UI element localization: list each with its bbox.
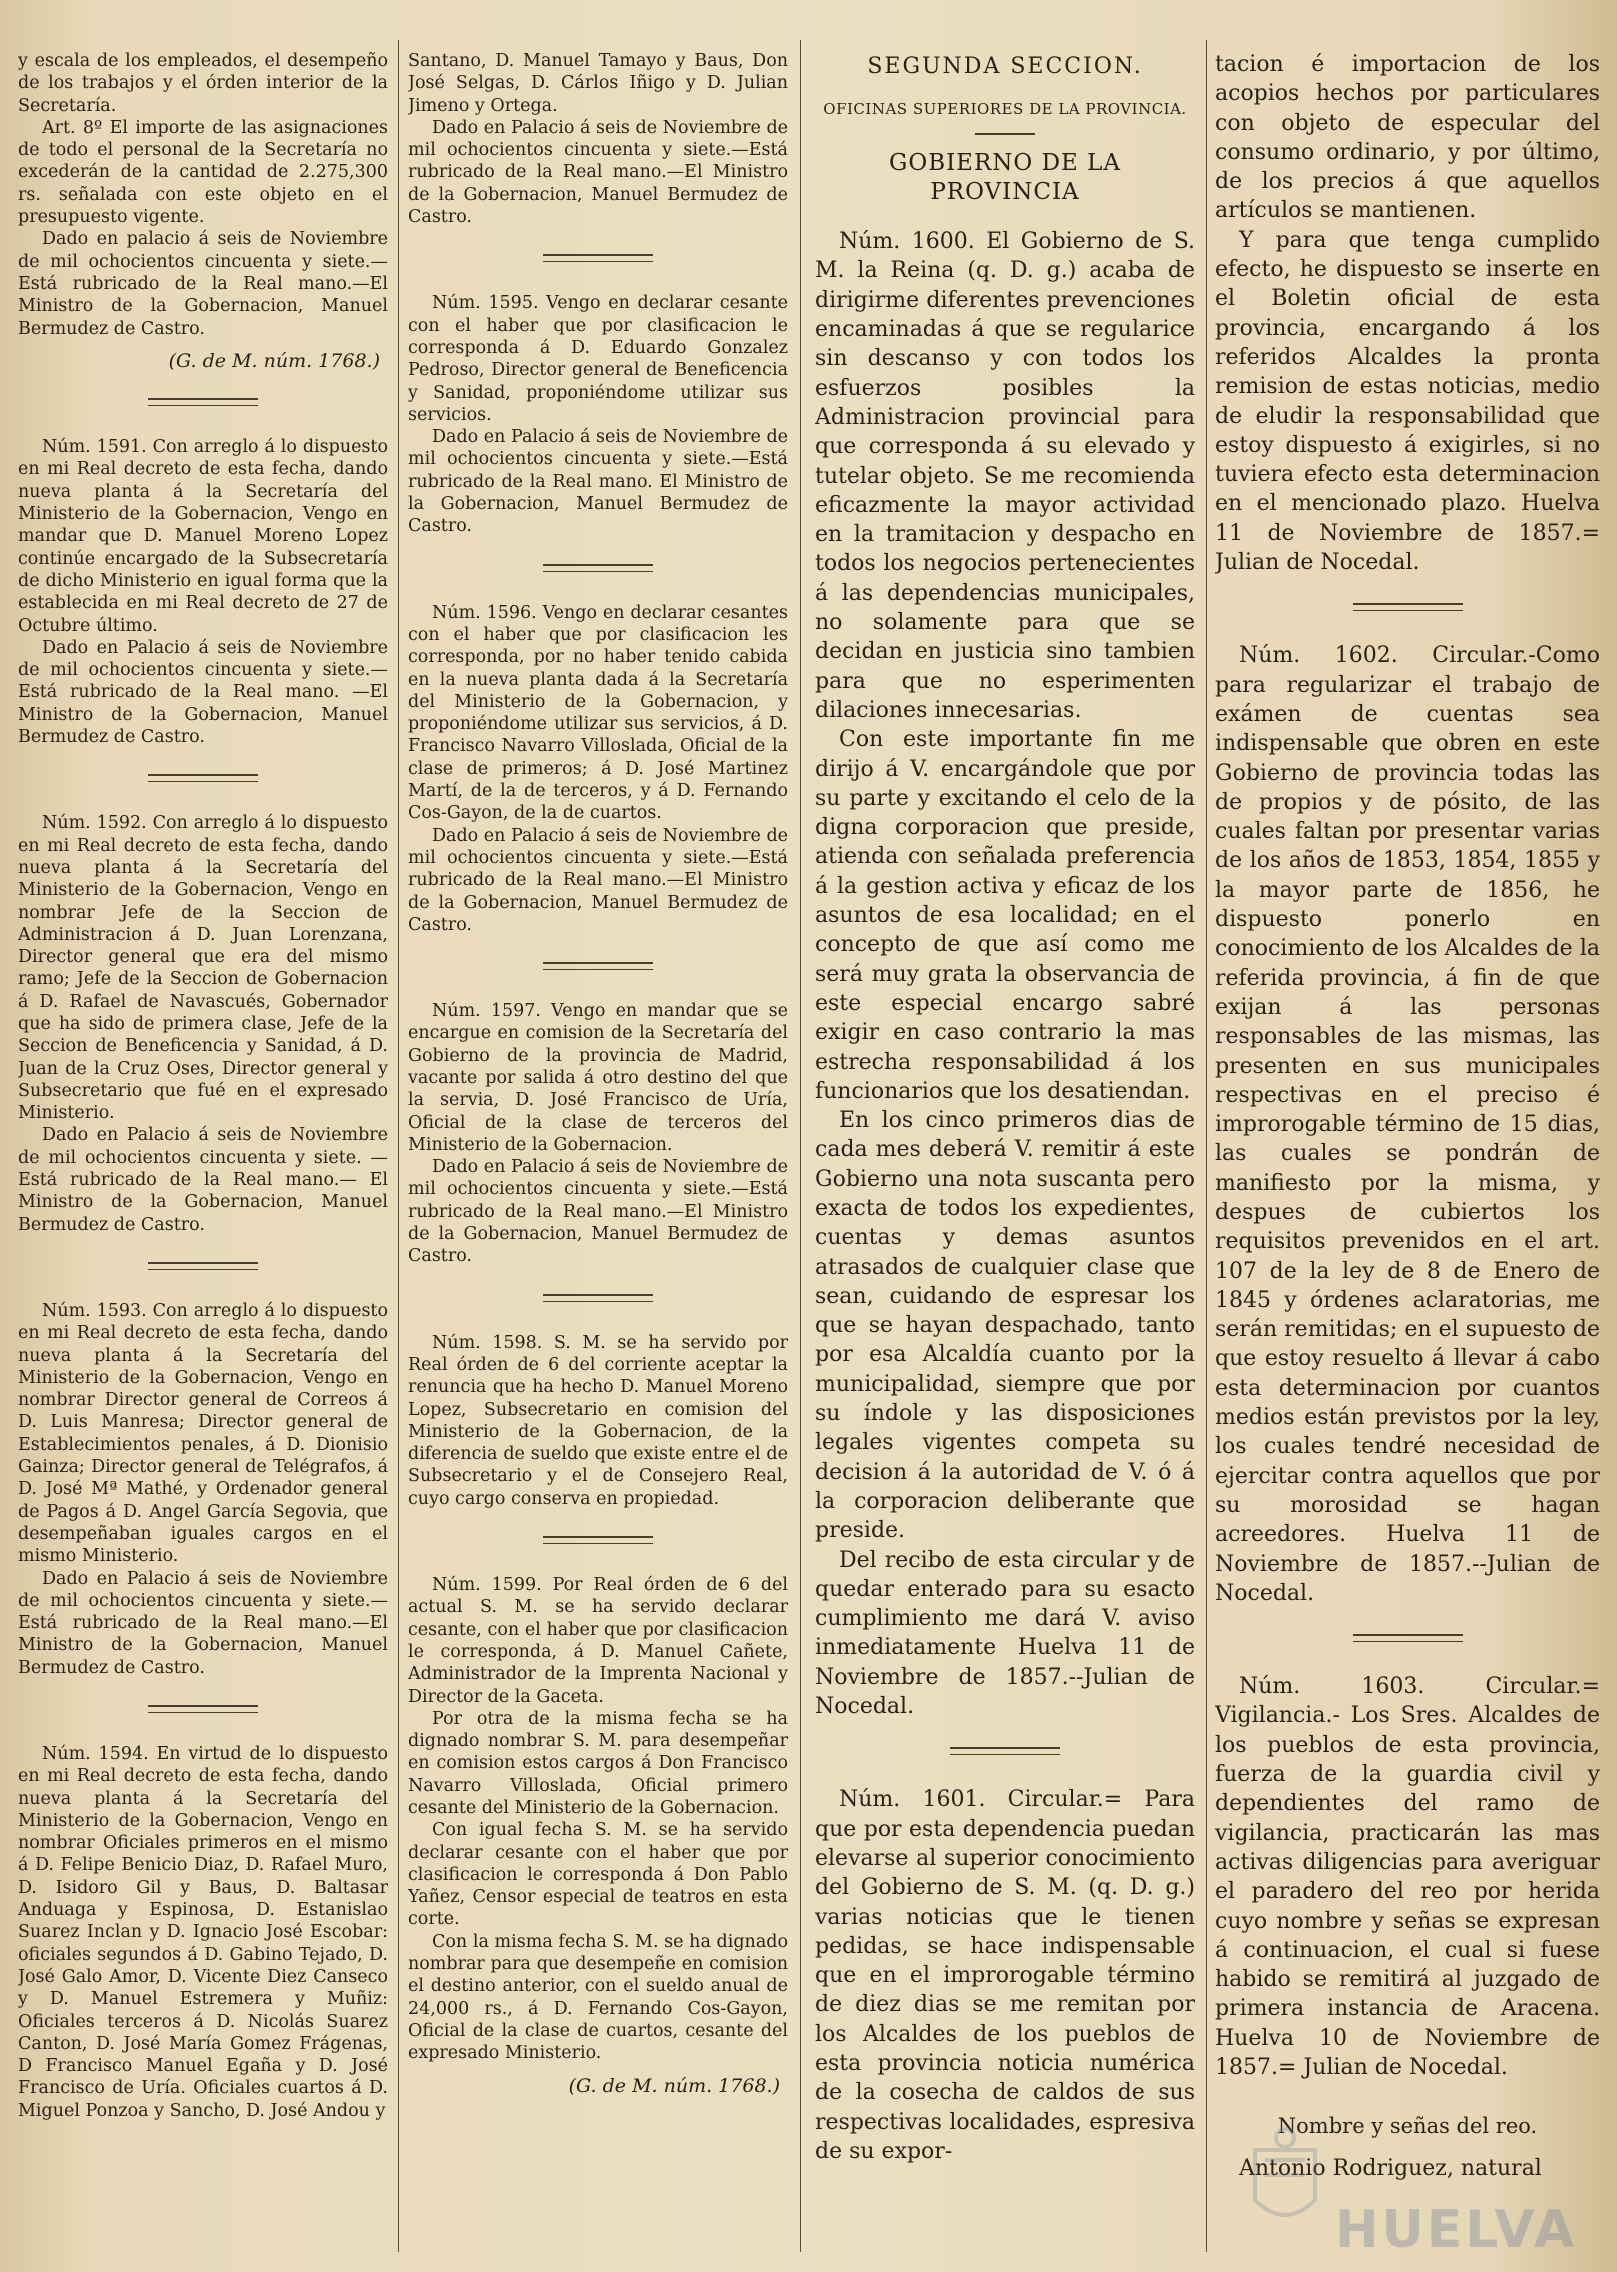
paragraph: En los cinco primeros dias de cada mes deberá V. remitir á este Gobierno una nota suscanta pero exacta de todos los expedientes, cuentas y demas asuntos atrasados de cualquier clase que sean, cuidando de espresar los que se hayan despachado, tanto por esa Alcaldía cuanto por la municipalidad, siempre que por su índole y las disposiciones legales vigentes competa su decision á la autoridad de V. ó á la corporacion deliberante que preside. — [815, 1108, 1195, 1544]
circular-1602-text: Núm. 1602. Circular.-Como para regularizar el trabajo de exámen de cuentas sea indispensable que obren en este Gobierno de provincia todas las de propios y de pósito, de las cuales faltan por presentar varias de los años de 1853, 1854, 1855 y la mayor parte de 1856, he dispuesto ponerlo en conocimiento de los Alcaldes de la referida provincia, á fin de que exijan á las personas responsables de las mismas, las presenten en sus municipales respectivas en el preciso é improrogable término de 15 dias, las cuales se pondrán de manifiesto por la misma, y despues de cubiertos los requisitos prevenidos en el art. 107 de la ley de 8 de Enero de 1845 y órdenes aclaratorias, me serán remitidas; en el supuesto de que estoy resuelto á llevar á cabo esta determinacion por cuantos medios están previstos por la ley, los cuales tendré necesidad de ejercitar contra aquellos que por su morosidad se hagan acreedores. Huelva 11 de Noviembre de 1857.--Julian de Nocedal. — [1215, 643, 1600, 1606]
decree-1596-text: Núm. 1596. Vengo en declarar cesantes con el haber que por clasificacion les corresponda, por no haber tenido cabida en la nueva planta dada á la Secretaría del Ministerio de la Gobernacion, y proponiéndome utilizar sus servicios, á D. Francisco Navarro Villoslada, Oficial de la clase de primeros; á D. José Martinez Martí, de la de terceros, y á D. Fernando Cos-Gayon, de la de cuartos. — [408, 602, 788, 824]
circular-1601-text: Núm. 1601. Circular.= Para que por esta dependencia puedan elevarse al superior conocimiento del Gobierno de S. M. (q. D. g.) varias noticias que le tienen pedidas, se hace indispensable que en el improrogable término de diez dias se me remitan por los Alcaldes de los pueblos de esta provincia noticia numérica de la cosecha de caldos de sus respectivas localidades, espresiva de su expor- — [815, 1787, 1195, 2164]
separator-rule — [1353, 1634, 1463, 1642]
decree-1591-signature: Dado en Palacio á seis de Noviembre de mil ochocientos cincuenta y siete.—Está rubricado de la Real mano. —El Ministro de la Gobernacion, Manuel Bermudez de Castro. — [18, 637, 388, 748]
paragraph: tacion é importacion de los acopios hechos por particulares con objeto de especular del consumo ordinario, y por último, de los precios á que aquellos artículos se mantienen. — [1215, 52, 1600, 224]
order-1599-text: Núm. 1599. Por Real órden de 6 del actual S. M. se ha servido declarar cesante, con el haber que por clasificacion le corresponda, á D. Manuel Cañete, Administrador de la Imprenta Nacional y Director de la Gaceta. — [408, 1575, 788, 1707]
paragraph: Dado en Palacio á seis de Noviembre de mil ochocientos cincuenta y siete.—Está rubricado de la Real mano.—El Ministro de la Gobernacion, Manuel Bermudez de Castro. — [408, 117, 788, 228]
gazette-citation: (G. de M. núm. 1768.) — [568, 2074, 780, 2097]
paragraph: Por otra de la misma fecha se ha dignado nombrar S. M. para desempeñar en comision estos cargos á Don Francisco Navarro Villoslada, Oficial primero cesante del Ministerio de la Gobernacion. — [408, 1708, 788, 1818]
separator-rule — [543, 1536, 653, 1544]
paragraph: Con la misma fecha S. M. se ha dignado nombrar para que desempeñe en comision el destino anterior, con el sueldo anual de 24,000 rs., á D. Fernando Cos-Gayon, Oficial de la clase de cuartos, cesante del expresado Ministerio. — [408, 1931, 788, 2064]
decree-1596-signature: Dado en Palacio á seis de Noviembre de mil ochocientos cincuenta y siete.—Está rubricado de la Real mano.—El Ministro de la Gobernacion, Manuel Bermudez de Castro. — [408, 825, 788, 935]
separator-rule — [148, 1705, 258, 1713]
paragraph: Y para que tenga cumplido efecto, he dispuesto se inserte en el Boletin oficial de esta provincia, encargando á los referidos Alcaldes la pronta remision de estas noticias, medio de eludir la responsabilidad que estoy dispuesto á exigirles, si no tuviera efecto esta determinacion en el mencionado plazo. Huelva 11 de Noviembre de 1857.= Julian de Nocedal. — [1215, 227, 1600, 576]
circular-1603-text: Núm. 1603. Circular.= Vigilancia.- Los Sres. Alcaldes de los pueblos de esta provincia, fuerza de la guardia civil y dependientes del ramo de vigilancia, practicarán las mas activas diligencias para averiguar el paradero del reo por herida cuyo nombre y señas se expresan á continuacion, el cual si fuese habido se remitirá al juzgado de primera instancia de Aracena. Huelva 10 de Noviembre de 1857.= Julian de Nocedal. — [1215, 1674, 1600, 2080]
separator-rule — [543, 564, 653, 572]
decree-1595-signature: Dado en Palacio á seis de Noviembre de mil ochocientos cincuenta y siete.—Está rubricado de la Real mano. El Ministro de la Gobernacion, Manuel Bermudez de Castro. — [408, 427, 788, 537]
gazette-citation: (G. de M. núm. 1768.) — [168, 349, 380, 372]
decree-1593-signature: Dado en Palacio á seis de Noviembre de mil ochocientos cincuenta y siete.—Está rubricado de la Real mano.—El Ministro de la Gobernacion, Manuel Bermudez de Castro. — [18, 1568, 388, 1678]
paragraph: Art. 8º El importe de las asignaciones de todo el personal de la Secretaría no excederán de la cantidad de 2.275,300 rs. señalada con este objeto en el presupuesto vigente. — [18, 117, 388, 228]
column-2 — [408, 50, 788, 2242]
decree-1591-text: Núm. 1591. Con arreglo á lo dispuesto en mi Real decreto de esta fecha, dando nueva planta á la Secretaría del Ministerio de la Gobernacion, Vengo en mandar que D. Manuel Moreno Lopez continúe encargado de la Subsecretaría de dicho Ministerio en igual forma que la establecida en mi Real decreto de 27 de Octubre último. — [18, 437, 388, 636]
decree-1597-signature: Dado en Palacio á seis de Noviembre de mil ochocientos cincuenta y siete.—Está rubricado de la Real mano.—El Ministro de la Gobernacion, Manuel Bermudez de Castro. — [408, 1157, 788, 1267]
separator-rule — [543, 1294, 653, 1302]
watermark-text: HUELVA — [1335, 2200, 1578, 2260]
paragraph: Con este importante fin me dirijo á V. encargándole que por su parte y excitando el celo de la digna corporacion que preside, atienda con señalada preferencia á la gestion activa y eficaz de los asuntos de esa localidad; en el concepto de que así como me será muy grata la observancia de este especial encargo sabré exigir en caso contrario la mas estrecha responsabilidad á los funcionarios que los desatiendan. — [815, 727, 1195, 1104]
separator-rule — [148, 1262, 258, 1270]
paragraph: Santano, D. Manuel Tamayo y Baus, Don José Selgas, D. Cárlos Iñigo y D. Julian Jimeno y Ortega. — [408, 51, 788, 116]
column-1 — [18, 50, 388, 2242]
separator-rule — [543, 254, 653, 262]
separator-rule — [975, 133, 1035, 135]
paragraph: Dado en palacio á seis de Noviembre de mil ochocientos cincuenta y siete.—Está rubricado de la Real mano.—El Ministro de la Gobernacion, Manuel Bermudez de Castro. — [18, 229, 388, 339]
reo-description: Antonio Rodriguez, natural — [1239, 2155, 1542, 2181]
decree-1593-text: Núm. 1593. Con arreglo á lo dispuesto en mi Real decreto de esta fecha, dando nueva planta á la Secretaría del Ministerio de la Gobernacion, Vengo en nombrar Director general de Correos á D. Luis Manresa; Director general de Establecimientos penales, á D. Dionisio Gainza; Director general de Telégrafos, á D. José Mª Mathé, y Ordenador general de Pagos á D. Angel García Segovia, que desempeñaban iguales cargos en el mismo Ministerio. — [18, 1300, 388, 1567]
separator-rule — [950, 1747, 1060, 1755]
reo-heading: Nombre y señas del reo. — [1277, 2114, 1538, 2139]
column-divider — [800, 40, 801, 2252]
circular-1600-text: Núm. 1600. El Gobierno de S. M. la Reina (q. D. g.) acaba de dirigirme diferentes prevenciones encaminadas á que se regularice sin descanso y con todos los esfuerzos posibles la Administracion provincial para que corresponda á su elevado y tutelar objeto. Se me recomienda eficazmente la mayor actividad en la tramitacion y despacho en todos los negocios pertenecientes á las dependencias municipales, no solamente para que se decidan en justicia sino tambien para que no esperimenten dilaciones innecesarias. — [815, 229, 1195, 723]
separator-rule — [148, 774, 258, 782]
section-heading: SEGUNDA SECCION. — [867, 54, 1143, 79]
order-1598-text: Núm. 1598. S. M. se ha servido por Real órden de 6 del corriente aceptar la renuncia que ha hecho D. Manuel Moreno Lopez, Subsecretario en comision del Ministerio de la Gobernacion, de la diferencia de sueldo que existe entre el de Subsecretario y el de Consejero Real, cuyo cargo conserva en propiedad. — [408, 1332, 788, 1509]
decree-1592-signature: Dado en Palacio á seis de Noviembre de mil ochocientos cincuenta y siete. —Está rubricado de la Real mano.— El Ministro de la Gobernacion, Manuel Bermudez de Castro. — [18, 1125, 388, 1235]
separator-rule — [148, 398, 258, 406]
decree-1595-text: Núm. 1595. Vengo en declarar cesante con el haber que por clasificacion le corresponda á D. Eduardo Gonzalez Pedroso, Director general de Beneficencia y Sanidad, proponiéndome utilizar sus servicios. — [408, 293, 788, 425]
gobierno-heading: GOBIERNO DE LA PROVINCIA — [888, 149, 1122, 205]
subsection-heading: OFICINAS SUPERIORES DE LA PROVINCIA. — [823, 100, 1187, 119]
column-4 — [1215, 50, 1600, 2242]
column-3 — [815, 50, 1195, 2242]
paragraph: Del recibo de esta circular y de quedar enterado para su esacto cumplimiento me dará V. aviso inmediatamente Huelva 11 de Noviembre de 1857.--Julian de Nocedal. — [815, 1547, 1195, 1720]
paragraph: y escala de los empleados, el desempeño de los trabajos y el órden interior de la Secretaría. — [18, 51, 388, 116]
paragraph: Con igual fecha S. M. se ha servido declarar cesante con el haber que por clasificacion le corresponda á Don Pablo Yañez, Censor especial de teatros en esta corte. — [408, 1820, 788, 1930]
column-divider — [398, 40, 399, 2252]
column-divider — [1206, 40, 1207, 2252]
decree-1594-text: Núm. 1594. En virtud de lo dispuesto en mi Real decreto de esta fecha, dando nueva planta á la Secretaría del Ministerio de la Gobernacion, Vengo en nombrar Oficiales primeros en el mismo á D. Felipe Benicio Diaz, D. Rafael Muro, D. Isidoro Gil y Baus, D. Baltasar Anduaga y Espinosa, D. Estanislao Suarez Inclan y D. Ignacio José Escobar: oficiales segundos á D. Gabino Tejado, D. José Galo Amor, D. Vicente Diez Canseco y D. Manuel Estremera y Muñiz: Oficiales terceros á D. Nicolás Suarez Canton, D. José María Gomez Frágenas, D Francisco Manuel Egaña y D. José Francisco de Uría. Oficiales cuartos á D. Miguel Ponzoa y Sancho, D. José Andou y — [18, 1744, 388, 2121]
separator-rule — [543, 962, 653, 970]
decree-1592-text: Núm. 1592. Con arreglo á lo dispuesto en mi Real decreto de esta fecha, dando nueva planta á la Secretaría del Ministerio de la Gobernacion, Vengo en nombrar Jefe de la Seccion de Administracion á D. Juan Lorenzana, Director general que era del mismo ramo; Jefe de la Seccion de Gobernacion á D. Rafael de Navascués, Gobernador que ha sido de primera clase, Jefe de la Seccion de Beneficencia y Sanidad, á D. Juan de la Cruz Oses, Director general y Subsecretario que fué en el expresado Ministerio. — [18, 813, 388, 1124]
decree-1597-text: Núm. 1597. Vengo en mandar que se encargue en comision de la Secretaría del Gobierno de la provincia de Madrid, vacante por salida á otro destino del que la servia, D. José Francisco de Uría, Oficial de la clase de terceros del Ministerio de la Gobernacion. — [408, 1001, 788, 1155]
separator-rule — [1353, 603, 1463, 611]
